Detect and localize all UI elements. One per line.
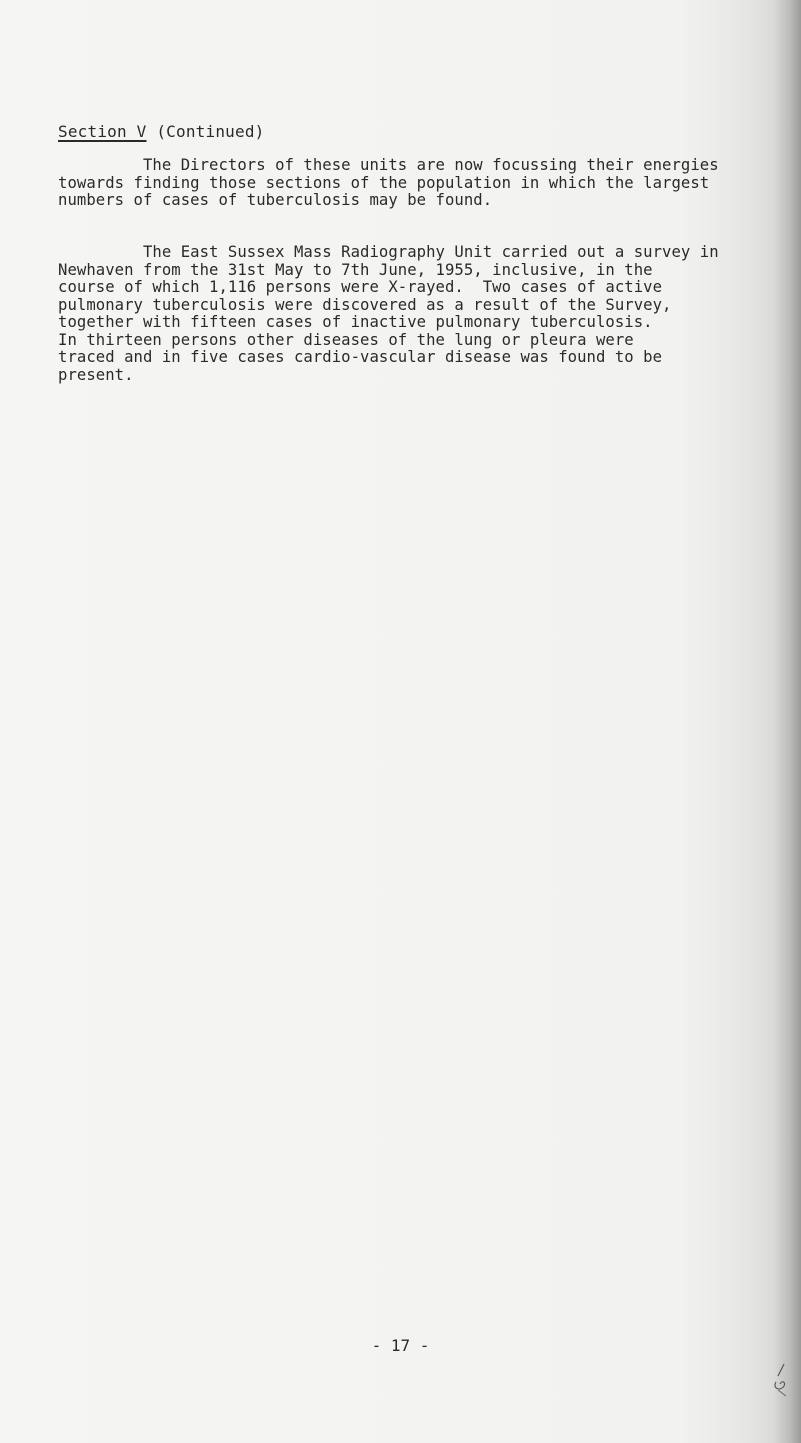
page-number: - 17 - (371, 1336, 430, 1355)
paragraph-survey: The East Sussex Mass Radiography Unit carried out a survey in Newhaven from the 31st May to 7th June, 1955, inclusive, in the course of which 1,116 persons were X-rayed. Two cases of active pulmonary tuberculosis were discovered as a result of the Survey, together with fifteen cases of inactive pulmonary tuberculosis. In thirteen persons other diseases of the lung or pleura were traced and in five cases cardio-vascular disease was found to be present. (58, 243, 719, 384)
section-title: Section V (58, 122, 147, 141)
handwritten-mark-icon (770, 1362, 792, 1400)
paragraph-directors: The Directors of these units are now focussing their energies towards finding those sections of the population in which the largest numbers of cases of tuberculosis may be found. (58, 156, 719, 209)
section-title-suffix: (Continued) (146, 122, 265, 141)
section-heading (58, 122, 265, 141)
page-edge-shadow (773, 0, 801, 1443)
